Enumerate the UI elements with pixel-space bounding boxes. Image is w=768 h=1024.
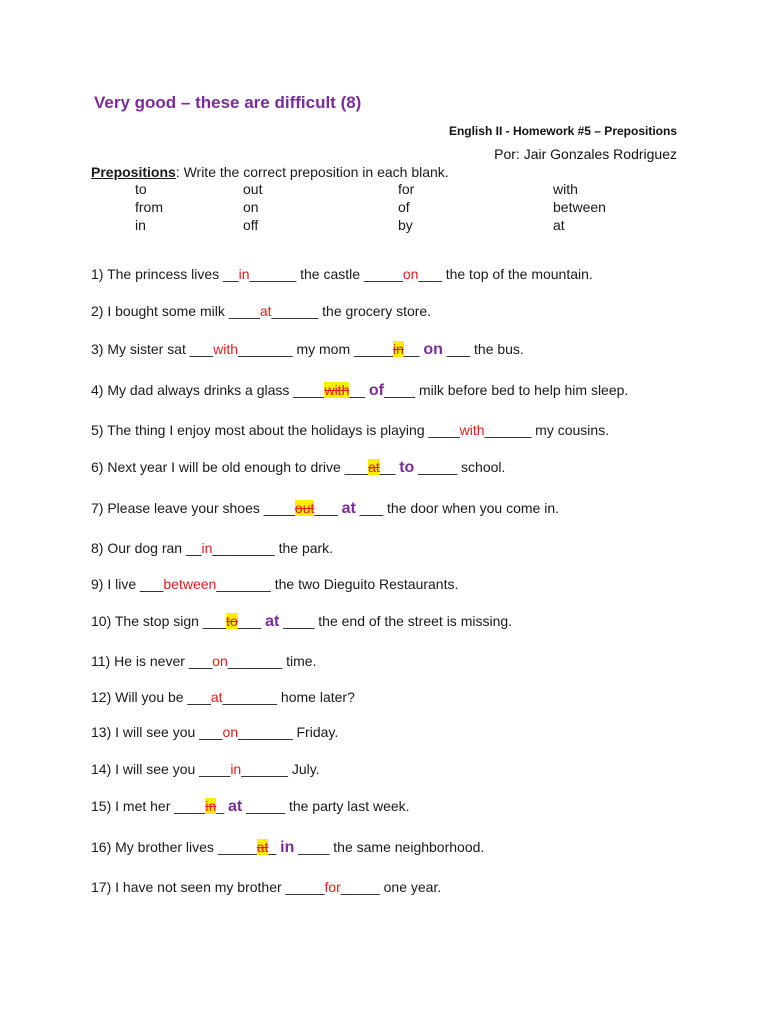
grade-note: Very good – these are difficult (8) — [94, 93, 362, 112]
answer: with — [213, 341, 239, 357]
question-text: ______ my cousins. — [484, 422, 610, 438]
question-text: __ — [379, 459, 400, 475]
answer: in — [238, 266, 250, 282]
question-text: ___ — [314, 500, 342, 516]
word-bank-item: in — [135, 217, 146, 233]
crossed-out-answer: at — [368, 459, 380, 475]
question-number: 7) — [91, 500, 108, 516]
crossed-out-answer: in — [392, 341, 404, 357]
question-text: My dad always drinks a glass ____ — [107, 382, 325, 398]
answer: for — [324, 879, 341, 895]
question-number: 2) — [91, 303, 108, 319]
homework-title: English II - Homework #5 – Prepositions — [448, 124, 677, 138]
teacher-correction: to — [399, 459, 415, 476]
crossed-out-answer: in — [205, 798, 217, 814]
question-number: 4) — [91, 382, 108, 398]
question-16 — [91, 839, 484, 857]
question-text: I have not seen my brother _____ — [115, 879, 325, 895]
question-text: I bought some milk ____ — [107, 303, 260, 319]
answer: in — [201, 540, 213, 556]
question-8 — [91, 540, 333, 556]
question-number: 6) — [91, 459, 108, 475]
answer: at — [259, 303, 272, 319]
question-text: My brother lives _____ — [115, 839, 257, 855]
question-3 — [91, 341, 524, 359]
question-5 — [91, 422, 609, 438]
question-17 — [91, 879, 441, 895]
question-text: _______ home later? — [222, 689, 355, 705]
teacher-correction: at — [228, 798, 243, 815]
instructions — [91, 164, 449, 180]
word-bank-item: out — [243, 181, 263, 197]
question-7 — [91, 500, 559, 518]
question-10 — [91, 613, 512, 631]
answer: at — [210, 689, 223, 705]
question-text: _____ the party last week. — [242, 798, 410, 814]
question-14 — [91, 761, 320, 777]
question-number: 9) — [91, 576, 108, 592]
instructions-label: Prepositions — [91, 164, 176, 180]
teacher-correction: at — [265, 613, 280, 630]
answer: on — [402, 266, 419, 282]
question-text: ____ the same neighborhood. — [294, 839, 485, 855]
question-11 — [91, 653, 316, 669]
teacher-correction: in — [280, 839, 295, 856]
word-bank-item: with — [553, 181, 578, 197]
question-text: _______ time. — [227, 653, 317, 669]
instructions-colon: : — [175, 164, 180, 180]
question-text: ___ the bus. — [442, 341, 524, 357]
answer: with — [459, 422, 485, 438]
question-text: The princess lives __ — [107, 266, 239, 282]
question-text: ___ — [237, 613, 266, 629]
word-bank — [135, 181, 655, 235]
question-text: _______ Friday. — [238, 724, 339, 740]
question-12 — [91, 689, 355, 705]
question-number: 11) — [91, 653, 115, 669]
answer: on — [222, 724, 239, 740]
crossed-out-answer: out — [294, 500, 315, 516]
question-6 — [91, 459, 505, 477]
question-number: 1) — [91, 266, 108, 282]
word-bank-item: on — [243, 199, 259, 215]
question-text: __ — [349, 382, 369, 398]
question-text: ____ the end of the street is missing. — [279, 613, 513, 629]
word-bank-item: off — [243, 217, 259, 233]
question-text: ___ the top of the mountain. — [418, 266, 593, 282]
crossed-out-answer: to — [226, 613, 238, 629]
question-text: _ — [216, 798, 228, 814]
question-text: ______ July. — [241, 761, 320, 777]
word-bank-item: for — [398, 181, 415, 197]
question-text: I will see you ____ — [115, 761, 231, 777]
question-text: _______ the two Dieguito Restaurants. — [216, 576, 459, 592]
answer: in — [230, 761, 242, 777]
word-bank-item: between — [553, 199, 606, 215]
teacher-correction: on — [423, 341, 443, 358]
question-text: _ — [268, 839, 281, 855]
question-text: I live ___ — [107, 576, 164, 592]
question-text: The stop sign ___ — [114, 613, 227, 629]
crossed-out-answer: at — [256, 839, 269, 855]
question-1 — [91, 266, 593, 282]
question-text: __ — [403, 341, 424, 357]
question-number: 8) — [91, 540, 108, 556]
question-number: 15) — [91, 798, 116, 814]
question-number: 14) — [91, 761, 116, 777]
word-bank-item: of — [398, 199, 410, 215]
question-text: Next year I will be old enough to drive ___ — [107, 459, 369, 475]
question-text: Will you be ___ — [115, 689, 211, 705]
question-text: ____ milk before bed to help him sleep. — [383, 382, 629, 398]
question-text: ______ the castle _____ — [249, 266, 403, 282]
question-9 — [91, 576, 458, 592]
question-text: _____ school. — [414, 459, 506, 475]
instructions-text: Write the correct preposition in each blank. — [179, 164, 449, 180]
word-bank-item: to — [135, 181, 147, 197]
question-text: ________ the park. — [212, 540, 334, 556]
answer: on — [212, 653, 228, 669]
question-number: 13) — [91, 724, 116, 740]
question-number: 5) — [91, 422, 108, 438]
question-4 — [91, 382, 628, 400]
question-text: ______ the grocery store. — [271, 303, 432, 319]
question-text: Our dog ran __ — [107, 540, 202, 556]
question-number: 16) — [91, 839, 116, 855]
question-text: I will see you ___ — [115, 724, 223, 740]
word-bank-item: by — [398, 217, 413, 233]
question-text: _______ my mom _____ — [238, 341, 393, 357]
teacher-correction: of — [368, 382, 384, 399]
question-text: ___ the door when you come in. — [355, 500, 560, 516]
author-line: Por: Jair Gonzales Rodriguez — [494, 146, 677, 162]
teacher-correction: at — [341, 500, 356, 517]
word-bank-item: from — [135, 199, 163, 215]
question-text: _____ one year. — [340, 879, 442, 895]
question-13 — [91, 724, 338, 740]
question-text: Please leave your shoes ____ — [107, 500, 295, 516]
question-text: I met her ____ — [115, 798, 206, 814]
question-number: 17) — [91, 879, 116, 895]
crossed-out-answer: with — [324, 382, 350, 398]
question-15 — [91, 798, 410, 816]
question-text: The thing I enjoy most about the holidays is playing ____ — [107, 422, 460, 438]
word-bank-item: at — [553, 217, 565, 233]
question-text: He is never ___ — [114, 653, 213, 669]
question-text: My sister sat ___ — [107, 341, 214, 357]
question-number: 10) — [91, 613, 115, 629]
answer: between — [163, 576, 217, 592]
question-2 — [91, 303, 431, 319]
question-number: 12) — [91, 689, 116, 705]
question-number: 3) — [91, 341, 108, 357]
